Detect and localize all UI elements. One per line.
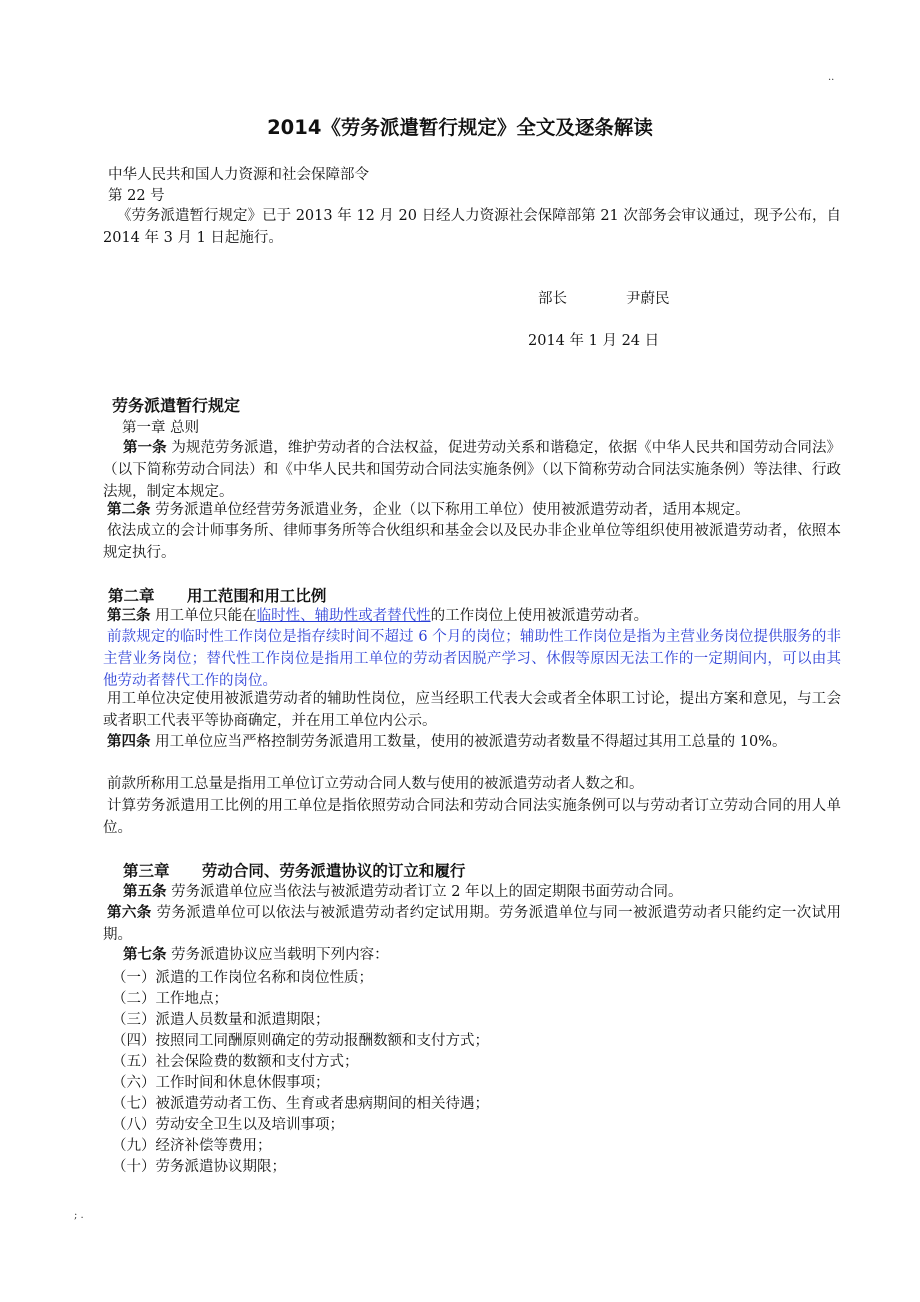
list-item: （十）劳务派遣协议期限； [112,1159,286,1175]
article-7 [103,944,841,966]
article-5-text: 劳务派遣单位应当依法与被派遣劳动者订立 2 年以上的固定期限书面劳动合同。 [166,884,683,900]
article-3-link[interactable]: 临时性、辅助性或者替代性 [256,608,431,624]
chapter-2-title: 第二章 用工范围和用工比例 [108,587,327,605]
article-6-text: 劳务派遣单位可以依法与被派遣劳动者约定试用期。劳务派遣单位与同一被派遣劳动者只能约定一次试用期。 [103,905,842,943]
article-2-label: 第二条 [107,501,151,518]
article-1-label: 第一条 [123,439,167,456]
list-item: （八）劳动安全卫生以及培训事项； [112,1117,344,1133]
article-4-text: 用工单位应当严格控制劳务派遣用工数量，使用的被派遣劳动者数量不得超过其用工总量的 10%。 [150,734,787,750]
article-4 [103,731,841,753]
page-title: 2014《劳务派遣暂行规定》全文及逐条解读 [267,116,653,139]
issuer: 中华人民共和国人力资源和社会保障部令 [108,167,369,183]
list-item: （一）派遣的工作岗位名称和岗位性质； [112,970,373,986]
article-1 [103,437,841,503]
article-3-text-pre: 用工单位只能在 [150,608,257,624]
article-3-label: 第三条 [107,607,151,624]
list-item: （三）派遣人员数量和派遣期限； [112,1012,330,1028]
article-4-para-3: 计算劳务派遣用工比例的用工单位是指依照劳动合同法和劳动合同法实施条例可以与劳动者订立劳动合同的用人单位。 [103,798,841,836]
chapter-3-title: 第三章 劳动合同、劳务派遣协议的订立和履行 [123,862,466,880]
article-4-label: 第四条 [107,733,151,750]
corner-mark-top: .. [828,72,835,83]
corner-mark-bottom: ; . [74,1210,84,1221]
article-3-para-2: 前款规定的临时性工作岗位是指存续时间不超过 6 个月的岗位；辅助性工作岗位是指为主营业务岗位提供服务的非主营业务岗位；替代性工作岗位是指用工单位的劳动者因脱产学习、休假等原因无法工作的一定期间内，可以由其他劳动者替代工作的岗位。 [103,629,841,689]
article-2-text: 劳务派遣单位经营劳务派遣业务，企业（以下称用工单位）使用被派遣劳动者，适用本规定。 [150,502,750,518]
list-item: （五）社会保险费的数额和支付方式； [112,1054,359,1070]
list-item: （二）工作地点； [112,991,228,1007]
announcement: 《劳务派遣暂行规定》已于 2013 年 12 月 20 日经人力资源社会保障部第 21 次部务会审议通过，现予公布，自 2014 年 3 月 1 日起施行。 [103,208,841,246]
article-2-para-2: 依法成立的会计师事务所、律师事务所等合伙组织和基金会以及民办非企业单位等组织使用被派遣劳动者，依照本规定执行。 [103,523,841,561]
signature-date: 2014 年 1 月 24 日 [528,333,660,349]
article-3-para-3: 用工单位决定使用被派遣劳动者的辅助性岗位，应当经职工代表大会或者全体职工讨论，提出方案和意见，与工会或者职工代表平等协商确定，并在用工单位内公示。 [103,691,841,729]
article-3 [103,605,841,627]
order-number: 第 22 号 [108,188,165,204]
signature-role: 部长 [538,291,567,307]
chapter-1-title: 第一章 总则 [122,420,200,436]
signature-name: 尹蔚民 [626,291,670,307]
article-6 [103,902,841,946]
regulation-title: 劳务派遣暂行规定 [112,396,241,415]
list-item: （四）按照同工同酬原则确定的劳动报酬数额和支付方式； [112,1033,489,1049]
article-4-para-2: 前款所称用工总量是指用工单位订立劳动合同人数与使用的被派遣劳动者人数之和。 [107,776,644,792]
list-item: （九）经济补偿等费用； [112,1138,272,1154]
list-item: （六）工作时间和休息休假事项； [112,1075,330,1091]
list-item: （七）被派遣劳动者工伤、生育或者患病期间的相关待遇； [112,1096,489,1112]
article-2 [103,499,841,521]
article-7-label: 第七条 [123,946,167,963]
article-1-text: 为规范劳务派遣，维护劳动者的合法权益，促进劳动关系和谐稳定，依据《中华人民共和国劳动合同法》（以下简称劳动合同法）和《中华人民共和国劳动合同法实施条例》（以下简称劳动合同法实施条例）等法律、行政法规，制定本规定。 [103,440,842,500]
article-7-text: 劳务派遣协议应当载明下列内容： [166,947,389,963]
article-5 [103,881,841,903]
article-3-text-post: 的工作岗位上使用被派遣劳动者。 [430,608,649,624]
article-5-label: 第五条 [123,883,167,900]
article-6-label: 第六条 [107,904,152,921]
